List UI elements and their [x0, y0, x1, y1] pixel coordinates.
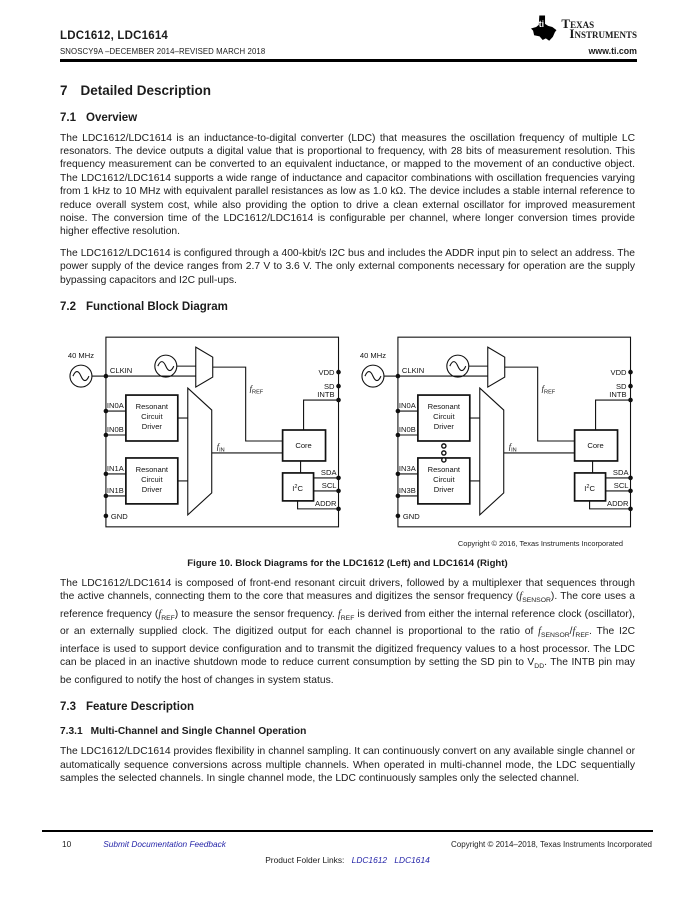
i2c-label: $I^2C$ [583, 483, 595, 493]
in3a-pin-label: IN3A [398, 464, 416, 474]
clock-mux-shape [196, 347, 213, 387]
in1b-pin-label: IN1B [106, 485, 124, 495]
driver3-label-line1: Resonant [427, 464, 460, 474]
section-7-heading: 7 Detailed Description [60, 82, 212, 98]
sd-pin-label: SD [323, 382, 335, 392]
website-link[interactable]: www.ti.com [588, 46, 637, 56]
ti-texas-logo-icon [531, 15, 557, 41]
svg-text:ti: ti [539, 18, 545, 29]
feature-paragraph: The LDC1612/LDC1614 provides flexibility in channel sampling. It can continuously convert on any available single channel or automatically sequence conversions across multiple channels. When operated in multi-channel mode, the LDC sequentially samples the selected channels. In single channel mode, the LDC continuously samples only the selected channel. [60, 746, 635, 784]
scl-pin-label: SCL [613, 480, 629, 490]
section-7-1-heading: 7.1 Overview [60, 111, 138, 124]
chip-outline [397, 337, 630, 527]
clkin-pin-label: CLKIN [401, 366, 424, 376]
in0a-pin-label: IN0A [398, 401, 416, 411]
intb-pin-label: INTB [317, 390, 335, 400]
chip-outline [106, 337, 339, 527]
page-content [60, 83, 635, 786]
ldc1614-block-diagram [348, 335, 640, 535]
figure-copyright: Copyright © 2016, Texas Instruments Incorporated [457, 539, 623, 549]
in0b-pin-label: IN0B [106, 425, 124, 435]
driver1-label-line2: Circuit [141, 474, 163, 484]
document-code: SNOSCY9A –DECEMBER 2014–REVISED MARCH 2018 [60, 47, 266, 56]
ti-logo [531, 15, 637, 41]
driver0-label-line3: Driver [141, 422, 162, 432]
intb-line [304, 400, 339, 430]
scl-pin-label: SCL [321, 480, 337, 490]
block-diagrams [56, 335, 639, 535]
driver3-label-line3: Driver [433, 484, 454, 494]
page-footer [0, 830, 695, 865]
driver0-label-line1: Resonant [135, 402, 169, 412]
submit-feedback-link[interactable]: Submit Documentation Feedback [103, 839, 226, 850]
ldc1614-product-link[interactable]: LDC1614 [394, 855, 430, 866]
in1a-pin-label: IN1A [106, 464, 124, 474]
core-label: Core [295, 441, 312, 451]
block-diagram-paragraph: The LDC1612/LDC1614 is composed of front-end resonant circuit drivers, followed by a multiplexer that sequences through the active channels, connecting them to the core that measures and digitizes the sensor frequency $(f_{SENSOR})$. The core uses a reference frequency $(f_{REF})$ to measure the sensor frequency. $f_{REF}$ is derived from either the internal reference clock (oscillator), or an externally supplied clock. The digitized output for each channel is proportional to the ratio of $f_{SENSOR}/f_{REF}$. The I2C interface is used to support device configuration and to transmit the digitized frequency values to a host processor. The LDC can be placed in an inactive shutdown mode to reduce current consumption by setting the SD pin to $V_{DD}$. The INTB pin may be configured to notify the host of changes in system status. [60, 578, 636, 686]
fin-label: $f_{IN}$ [216, 441, 225, 454]
ldc1612-product-link[interactable]: LDC1612 [351, 855, 388, 866]
gnd-pin-label: GND [402, 511, 420, 521]
page-number: 10 [62, 839, 72, 850]
clock-label: 40 MHz [359, 351, 386, 361]
channel-mux-shape [479, 388, 503, 515]
vdd-pin-label: VDD [610, 368, 627, 378]
header-left [60, 30, 265, 56]
sine-wave-icon [158, 362, 174, 371]
product-links-label: Product Folder Links: [265, 855, 345, 866]
sda-pin-label: SDA [612, 467, 629, 477]
in0a-pin-label: IN0A [106, 401, 124, 411]
addr-pin-label: ADDR [315, 498, 337, 508]
driver3-label-line2: Circuit [432, 474, 455, 484]
channel-mux-shape [188, 388, 212, 515]
core-label: Core [586, 441, 604, 451]
figure-10 [56, 335, 639, 569]
vdd-pin-label: VDD [318, 368, 335, 378]
driver0-label-line3: Driver [433, 422, 454, 432]
gnd-pin-label: GND [110, 511, 128, 521]
product-folder-links [0, 855, 695, 865]
figure-caption: Figure 10. Block Diagrams for the LDC1612 (Left) and LDC1614 (Right) [187, 558, 508, 570]
clock-mux-shape [487, 347, 504, 387]
part-number-title: LDC1612, LDC1614 [60, 30, 169, 42]
sd-pin-label: SD [615, 382, 627, 392]
ti-wordmark: Texas Instruments [561, 16, 637, 41]
driver1-label-line1: Resonant [135, 464, 169, 474]
fref-label: $f_{REF}$ [249, 383, 264, 396]
driver1-label-line3: Driver [141, 484, 162, 494]
overview-paragraph-1: The LDC1612/LDC1614 is an inductance-to-digital converter (LDC) that measures the oscillation frequency of multiple LC resonators. The device outputs a digital value that is proportional to frequency, with 28 bits of measurement resolution. This frequency measurement can be converted to an equivalent inductance, or mapped to the movement of an conductive object. The LDC1612/LDC1614 supports a wide range of inductance and capacitor combinations with oscillation frequencies varying from 1 kHz to 10 MHz with equivalent parallel resistances as low as 1.0 kΩ. The device includes a stable internal reference to reduce overall system cost, while also providing the option to drive a clean external oscillator for improved measurement noise. The conversion time of the LDC1612/LDC1614 is configurable per channel, where longer conversion times provide higher effective resolution. [60, 132, 635, 238]
fref-line [504, 367, 574, 441]
fref-label: $f_{REF}$ [541, 383, 555, 396]
sda-pin-label: SDA [320, 467, 337, 477]
sine-wave-icon [73, 372, 89, 381]
fref-line [213, 367, 283, 441]
fin-label: $f_{IN}$ [508, 441, 517, 454]
intb-pin-label: INTB [608, 390, 627, 400]
sine-wave-icon [449, 362, 465, 371]
intb-line [595, 400, 630, 430]
in3b-pin-label: IN3B [398, 485, 416, 495]
page-header [60, 0, 637, 62]
ldc1612-block-diagram [56, 335, 348, 535]
addr-pin-label: ADDR [606, 498, 629, 508]
i2c-label: $I^2C$ [292, 483, 303, 493]
channel-ellipsis-dots [441, 444, 445, 462]
clkin-pin-label: CLKIN [109, 366, 133, 376]
footer-copyright: Copyright © 2014–2018, Texas Instruments Incorporated [451, 840, 652, 850]
section-7-3-1-heading: 7.3.1 Multi-Channel and Single Channel Operation [60, 726, 307, 738]
header-rule [60, 59, 637, 62]
in0b-pin-label: IN0B [398, 425, 416, 435]
header-right [531, 15, 637, 56]
footer-rule [42, 830, 653, 832]
section-7-2-heading: 7.2 Functional Block Diagram [60, 301, 228, 314]
driver0-label-line2: Circuit [432, 412, 455, 422]
clock-label: 40 MHz [67, 351, 95, 361]
driver0-label-line1: Resonant [427, 402, 460, 412]
overview-paragraph-2: The LDC1612/LDC1614 is configured through a 400-kbit/s I2C bus and includes the ADDR input pin to select an address. The power supply of the device ranges from 2.7 V to 3.6 V. The only external components necessary for operation are the supply bypassing capacitors and I2C pull-ups. [60, 247, 635, 286]
driver0-label-line2: Circuit [141, 412, 163, 422]
section-7-3-heading: 7.3 Feature Description [60, 701, 194, 714]
sine-wave-icon [364, 372, 380, 381]
